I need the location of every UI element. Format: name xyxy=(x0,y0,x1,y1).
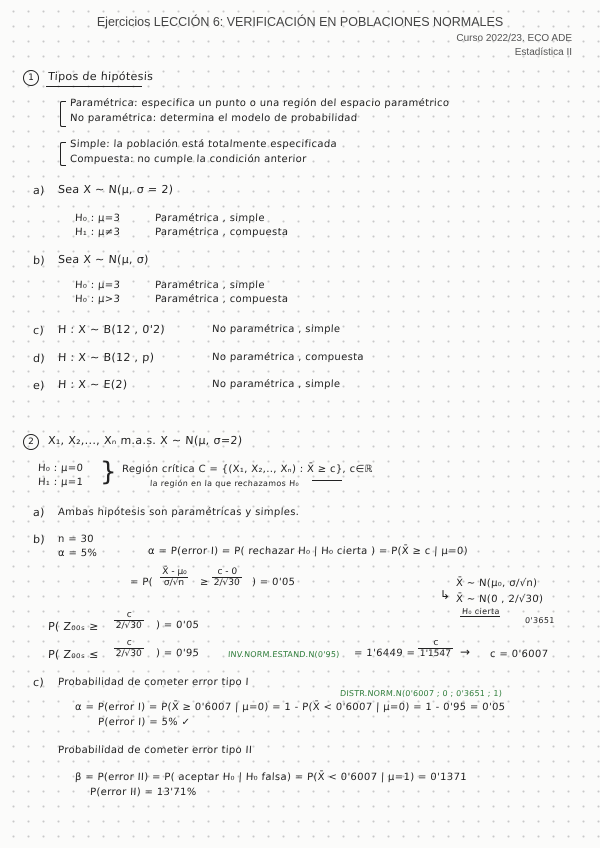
s2-b-eq3-val: ) = 0'05 xyxy=(155,620,200,631)
s2-b-eq4-left: P( Z₀₀ₛ ≤ xyxy=(47,648,100,661)
s2-region-note: la región en la que rechazamos H₀ xyxy=(149,479,300,488)
frac2-num: c - 0 xyxy=(212,567,243,578)
s1-a-h1-class: Paramétrica , compuesta xyxy=(154,227,289,238)
s2-b-eq1: α = P(error I) = P( rechazar H₀ | H₀ cierta ) = P(X̄ ≥ c | μ=0) xyxy=(147,546,469,557)
s1-c-hyp: H : X ~ B(12 , 0'2) xyxy=(57,323,166,336)
param-bracket xyxy=(60,101,66,127)
s2-b-eq2-val: ) = 0'05 xyxy=(251,577,296,588)
s2-c-title1: Probabilidad de cometer error tipo I xyxy=(57,677,250,688)
s1-d-class: No paramétrica , compuesta xyxy=(211,352,365,363)
s2-b-inv-frac xyxy=(417,638,453,659)
s2-b-eq2-p: = P( xyxy=(129,577,154,588)
simple-bracket xyxy=(60,142,66,166)
eq3-den: 2/√30 xyxy=(115,621,142,631)
s2-c-label: c) xyxy=(32,676,45,689)
s2-c-distr-formula: DISTR.NORM.N(0'6007 ; 0 ; 0'3651 ; 1) xyxy=(339,689,503,698)
inv-num: c xyxy=(418,638,454,649)
arrow-right-icon: → xyxy=(460,645,471,659)
s2-sample: X₁, X₂,..., Xₙ m.a.s. X ~ N(μ, σ=2) xyxy=(47,434,243,447)
inv-den: 1'1547 xyxy=(419,649,452,659)
section-1-number: 1 xyxy=(23,70,39,86)
s1-b-sea: Sea X ~ N(μ, σ) xyxy=(57,253,150,266)
s2-b-inv-formula: INV.NORM.ESTAND.N(0'95) xyxy=(227,650,340,659)
s1-c-label: c) xyxy=(32,324,45,337)
s2-b-eq3-frac xyxy=(113,610,144,631)
s2-b-alpha: α = 5% xyxy=(57,548,98,559)
simple-def: Simple: la población está totalmente especificada xyxy=(69,139,338,150)
s1-d-hyp: H : X ~ B(12 , p) xyxy=(57,351,155,364)
s2-b-side-note: H₀ cierta xyxy=(461,607,501,616)
s2-c-eq1: α = P(error I) = P(X̄ ≥ 0'6007 | μ=0) = 1 - P(X̄ < 0'6007 | μ=0) = 1 - 0'95 = 0'05 xyxy=(74,702,506,713)
frac1-den: σ/√n xyxy=(163,578,185,588)
s2-b-side2: X̄ ~ N(0 , 2/√30) xyxy=(455,594,544,605)
param-def: Paramétrica: especifica un punto o una región del espacio paramétrico xyxy=(69,98,450,109)
s2-b-eq4-frac xyxy=(113,638,144,659)
subject-label: Estadística II xyxy=(514,47,572,58)
eq4-den: 2/√30 xyxy=(115,649,142,659)
s1-e-hyp: H : X ~ E(2) xyxy=(57,378,128,391)
s2-b-eq2-frac1 xyxy=(159,567,189,588)
eq3-num: c xyxy=(114,610,145,621)
s1-e-class: No paramétrica , simple xyxy=(211,379,341,390)
page-title: Ejercicios LECCIÓN 6: VERIFICACIÓN EN POBLACIONES NORMALES xyxy=(96,15,504,29)
s1-b-h1: H₀ : μ>3 xyxy=(74,294,121,305)
s2-b-eq2-ge: ≥ xyxy=(199,577,210,588)
s2-c-title2: Probabilidad de cometer error tipo II xyxy=(57,745,253,756)
noparam-def: No paramétrica: determina el modelo de probabilidad xyxy=(69,113,358,124)
section-1-title: Tipos de hipótesis xyxy=(47,70,154,83)
s2-c-eq2: P(error I) = 5% ✓ xyxy=(97,717,191,728)
s1-a-sea: Sea X ~ N(μ, σ = 2) xyxy=(57,183,174,196)
s2-region-underline xyxy=(312,480,342,481)
s2-region: Región crítica C = {(X₁, X₂,.., Xₙ) : X̄ ≥ c}, c∈ℝ xyxy=(121,464,374,475)
s2-b-side-val: 0'3651 xyxy=(524,616,555,625)
s1-b-h1-class: Paramétrica , compuesta xyxy=(154,294,289,305)
section-1-title-underline xyxy=(46,86,142,87)
compuesta-def: Compuesta: no cumple la condición anterior xyxy=(69,154,307,165)
s1-b-h0-class: Paramétrica , simple xyxy=(154,280,266,291)
frac2-den: 2/√30 xyxy=(213,578,240,588)
s1-b-h0: H₀ : μ=3 xyxy=(74,280,121,291)
s2-b-eq3-left: P( Z₀₀ₛ ≥ xyxy=(47,620,100,633)
s2-hyp-brace: } xyxy=(100,457,117,487)
s2-a-text: Ambas hipótesis son paramétricas y simples. xyxy=(57,507,300,518)
s2-h0: H₀ : μ=0 xyxy=(37,463,84,474)
section-2-number: 2 xyxy=(23,434,39,450)
s2-b-n: n = 30 xyxy=(57,534,95,545)
curved-arrow-icon: ↳ xyxy=(440,588,451,602)
s2-b-eq2-frac2 xyxy=(211,567,242,588)
s1-b-label: b) xyxy=(32,254,46,267)
s2-b-inv-val: = 1'6449 = xyxy=(353,648,416,659)
s1-d-label: d) xyxy=(32,352,46,365)
s1-a-h0-class: Paramétrica , simple xyxy=(154,213,266,224)
s1-c-class: No paramétrica , simple xyxy=(211,324,341,335)
s1-a-h0: H₀ : μ=3 xyxy=(74,213,121,224)
s1-e-label: e) xyxy=(32,379,46,392)
s2-b-side-underline xyxy=(460,616,500,617)
s2-h1: H₁ : μ=1 xyxy=(37,477,84,488)
s2-c-eq4: P(error II) = 13'71% xyxy=(89,787,197,798)
eq4-num: c xyxy=(114,638,145,649)
course-label: Curso 2022/23. ECO ADE xyxy=(456,33,572,44)
s1-a-h1: H₁ : μ≠3 xyxy=(74,227,121,238)
frac1-num: X̄ - μ₀ xyxy=(160,567,189,578)
s2-a-label: a) xyxy=(32,506,46,519)
s2-b-label: b) xyxy=(32,533,46,546)
s1-a-label: a) xyxy=(32,184,46,197)
s2-c-eq3: β = P(error II) = P( aceptar H₀ | H₀ falsa) = P(X̄ < 0'6007 | μ=1) = 0'1371 xyxy=(74,772,468,783)
s2-b-eq4-val: ) = 0'95 xyxy=(155,648,200,659)
s2-b-side1: X̄ ~ N(μ₀, σ/√n) xyxy=(455,578,538,589)
s2-b-inv-result: c = 0'6007 xyxy=(489,649,549,660)
